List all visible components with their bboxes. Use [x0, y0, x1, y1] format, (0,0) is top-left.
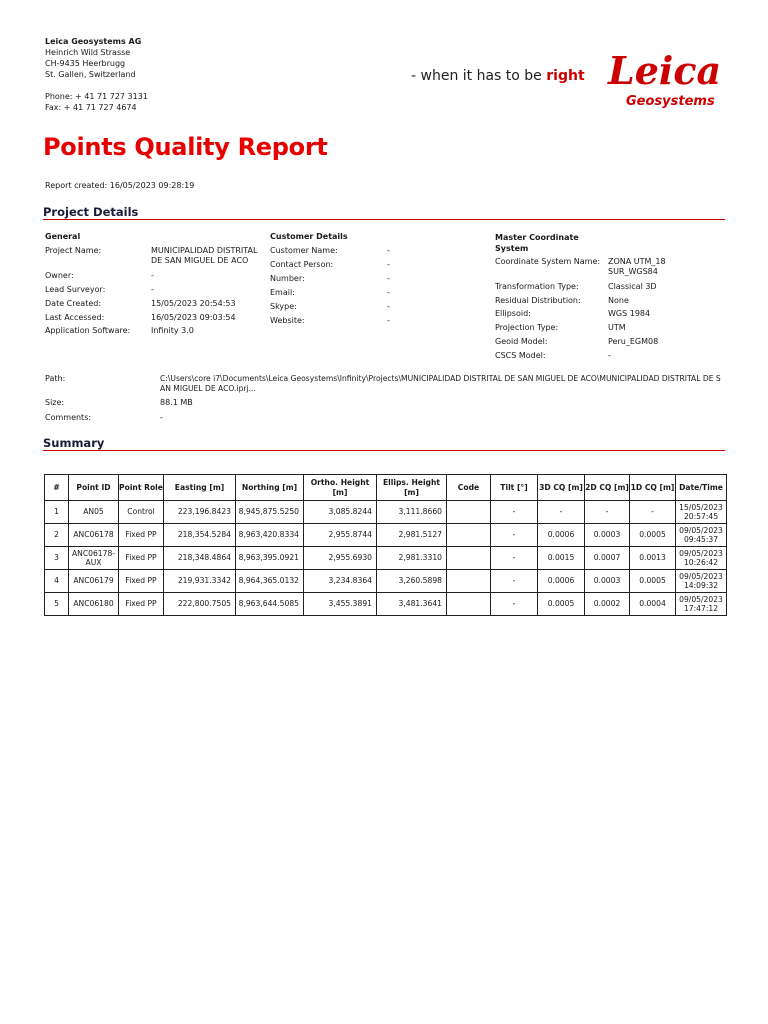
- summary-heading: Summary: [43, 436, 105, 450]
- col-header: Tilt [°]: [491, 475, 538, 501]
- table-header-row: [45, 475, 727, 501]
- table-cell: 3,455.3891: [304, 593, 377, 616]
- table-cell: [447, 593, 491, 616]
- general-value: 16/05/2023 09:03:54: [151, 313, 236, 322]
- company-address: [45, 36, 148, 113]
- table-cell: 218,348.4864: [164, 547, 236, 570]
- table-cell: 0.0013: [630, 547, 676, 570]
- master-value: None: [608, 296, 629, 305]
- col-header: Date/Time: [676, 475, 727, 501]
- table-cell: 15/05/2023 20:57:45: [676, 501, 727, 524]
- project-details-heading: Project Details: [43, 205, 139, 219]
- table-cell: Fixed PP: [119, 570, 164, 593]
- table-cell: 0.0007: [585, 547, 630, 570]
- table-cell: 09/05/2023 10:26:42: [676, 547, 727, 570]
- table-cell: 0.0006: [538, 524, 585, 547]
- general-value: -: [151, 271, 154, 280]
- general-label: Application Software:: [45, 326, 131, 335]
- table-cell: -: [491, 501, 538, 524]
- customer-value: -: [387, 260, 390, 269]
- customer-label: Skype:: [270, 302, 297, 311]
- table-cell: 1: [45, 501, 69, 524]
- master-label: CSCS Model:: [495, 351, 546, 360]
- table-row: [45, 501, 727, 524]
- col-header: 3D CQ [m]: [538, 475, 585, 501]
- table-cell: 3,111.8660: [377, 501, 447, 524]
- table-cell: -: [491, 593, 538, 616]
- master-label: Ellipsoid:: [495, 309, 531, 318]
- customer-value: -: [387, 246, 390, 255]
- table-cell: 218,354.5284: [164, 524, 236, 547]
- table-cell: [447, 570, 491, 593]
- col-header: Point ID: [69, 475, 119, 501]
- company-name: Leica Geosystems AG: [45, 37, 142, 46]
- table-cell: Fixed PP: [119, 593, 164, 616]
- customer-heading: Customer Details: [270, 232, 348, 241]
- master-value: Peru_EGM08: [608, 337, 659, 346]
- table-cell: 0.0005: [538, 593, 585, 616]
- table-cell: 8,963,395.0921: [236, 547, 304, 570]
- table-row: [45, 593, 727, 616]
- table-cell: 2,955.6930: [304, 547, 377, 570]
- table-cell: 2: [45, 524, 69, 547]
- table-cell: 3,260.5898: [377, 570, 447, 593]
- logo-sub: Geosystems: [626, 94, 715, 109]
- general-heading: General: [45, 232, 81, 241]
- col-header: 2D CQ [m]: [585, 475, 630, 501]
- table-row: [45, 547, 727, 570]
- path-value: C:\Users\core i7\Documents\Leica Geosystems\Infinity\Projects\MUNICIPALIDAD DISTRITAL DE SAN MIGUEL DE ACO\MUNICIPALIDAD DISTRITAL DE SAN MIGUEL DE ACO.iprj...: [160, 374, 721, 393]
- customer-value: -: [387, 302, 390, 311]
- table-cell: 4: [45, 570, 69, 593]
- company-city: CH-9435 Heerbrugg: [45, 59, 126, 68]
- table-cell: 8,945,875.5250: [236, 501, 304, 524]
- master-value: WGS 1984: [608, 309, 651, 318]
- company-street: Heinrich Wild Strasse: [45, 48, 131, 57]
- col-header: Code: [447, 475, 491, 501]
- table-cell: 3: [45, 547, 69, 570]
- table-cell: 0.0004: [630, 593, 676, 616]
- customer-label: Website:: [270, 316, 305, 325]
- general-label: Project Name:: [45, 246, 102, 255]
- table-cell: 219,931.3342: [164, 570, 236, 593]
- table-cell: 0.0006: [538, 570, 585, 593]
- general-label: Owner:: [45, 271, 74, 280]
- col-header: Ellips. Height [m]: [377, 475, 447, 501]
- table-cell: ANC06178: [69, 524, 119, 547]
- table-cell: 09/05/2023 14:09:32: [676, 570, 727, 593]
- table-cell: 09/05/2023 17:47:12: [676, 593, 727, 616]
- tagline: [411, 68, 585, 84]
- table-cell: -: [491, 570, 538, 593]
- general-label: Date Created:: [45, 299, 102, 308]
- report-created: Report created: 16/05/2023 09:28:19: [45, 181, 195, 190]
- table-cell: 0.0005: [630, 570, 676, 593]
- master-label: Residual Distribution:: [495, 296, 581, 305]
- col-header: 1D CQ [m]: [630, 475, 676, 501]
- company-fax: Fax: + 41 71 727 4674: [45, 103, 137, 112]
- table-cell: 2,981.3310: [377, 547, 447, 570]
- table-cell: 0.0002: [585, 593, 630, 616]
- table-row: [45, 570, 727, 593]
- master-label: Projection Type:: [495, 323, 559, 332]
- customer-label: Email:: [270, 288, 295, 297]
- table-cell: 222,800.7505: [164, 593, 236, 616]
- table-cell: [447, 501, 491, 524]
- table-cell: AN05: [69, 501, 119, 524]
- table-cell: Fixed PP: [119, 547, 164, 570]
- col-header: #: [45, 475, 69, 501]
- table-cell: 0.0005: [630, 524, 676, 547]
- table-cell: -: [491, 547, 538, 570]
- table-cell: 0.0015: [538, 547, 585, 570]
- table-cell: -: [585, 501, 630, 524]
- customer-label: Customer Name:: [270, 246, 338, 255]
- master-value: UTM: [608, 323, 626, 332]
- table-cell: 09/05/2023 09:45:37: [676, 524, 727, 547]
- col-header: Ortho. Height [m]: [304, 475, 377, 501]
- table-cell: 5: [45, 593, 69, 616]
- report-title: Points Quality Report: [43, 133, 328, 161]
- master-label: Coordinate System Name:: [495, 257, 601, 266]
- customer-label: Number:: [270, 274, 305, 283]
- company-phone: Phone: + 41 71 727 3131: [45, 92, 148, 101]
- table-cell: Fixed PP: [119, 524, 164, 547]
- table-cell: -: [491, 524, 538, 547]
- table-cell: 3,085.8244: [304, 501, 377, 524]
- table-cell: 8,963,644.5085: [236, 593, 304, 616]
- table-cell: ANC06180: [69, 593, 119, 616]
- table-cell: 0.0003: [585, 524, 630, 547]
- company-country: St. Gallen, Switzerland: [45, 70, 136, 79]
- general-label: Last Accessed:: [45, 313, 105, 322]
- col-header: Point Role: [119, 475, 164, 501]
- general-value: Infinity 3.0: [151, 326, 194, 335]
- logo-brand: Leica: [608, 48, 722, 93]
- master-value: Classical 3D: [608, 282, 657, 291]
- table-cell: ANC06178-AUX: [69, 547, 119, 570]
- path-label: Path:: [45, 374, 66, 383]
- table-cell: 3,481.3641: [377, 593, 447, 616]
- summary-table: [44, 474, 727, 616]
- table-cell: [447, 524, 491, 547]
- master-heading: Master Coordinate System: [495, 233, 579, 253]
- customer-value: -: [387, 274, 390, 283]
- customer-value: -: [387, 316, 390, 325]
- tagline-prefix: - when it has to be: [411, 68, 547, 84]
- master-label: Geoid Model:: [495, 337, 548, 346]
- table-cell: -: [630, 501, 676, 524]
- master-value: ZONA UTM_18 SUR_WGS84: [608, 257, 666, 276]
- general-value: MUNICIPALIDAD DISTRITAL DE SAN MIGUEL DE ACO: [151, 246, 258, 265]
- size-value: 88.1 MB: [160, 398, 193, 407]
- table-cell: 2,955.8744: [304, 524, 377, 547]
- table-cell: 3,234.8364: [304, 570, 377, 593]
- master-label: Transformation Type:: [495, 282, 579, 291]
- general-label: Lead Surveyor:: [45, 285, 106, 294]
- comments-label: Comments:: [45, 413, 92, 422]
- customer-value: -: [387, 288, 390, 297]
- master-value: -: [608, 351, 611, 360]
- table-cell: 223,196.8423: [164, 501, 236, 524]
- size-label: Size:: [45, 398, 65, 407]
- table-row: [45, 524, 727, 547]
- customer-label: Contact Person:: [270, 260, 334, 269]
- general-value: -: [151, 285, 154, 294]
- col-header: Easting [m]: [164, 475, 236, 501]
- table-cell: 2,981.5127: [377, 524, 447, 547]
- col-header: Northing [m]: [236, 475, 304, 501]
- table-cell: 8,964,365.0132: [236, 570, 304, 593]
- table-cell: 8,963,420.8334: [236, 524, 304, 547]
- leica-geosystems-logo: [606, 40, 726, 110]
- table-cell: [447, 547, 491, 570]
- general-value: 15/05/2023 20:54:53: [151, 299, 236, 308]
- table-cell: Control: [119, 501, 164, 524]
- tagline-accent: right: [546, 68, 585, 84]
- table-cell: -: [538, 501, 585, 524]
- comments-value: -: [160, 413, 163, 422]
- table-cell: 0.0003: [585, 570, 630, 593]
- table-cell: ANC06179: [69, 570, 119, 593]
- summary-rule: [43, 450, 725, 451]
- project-details-rule: [43, 219, 725, 220]
